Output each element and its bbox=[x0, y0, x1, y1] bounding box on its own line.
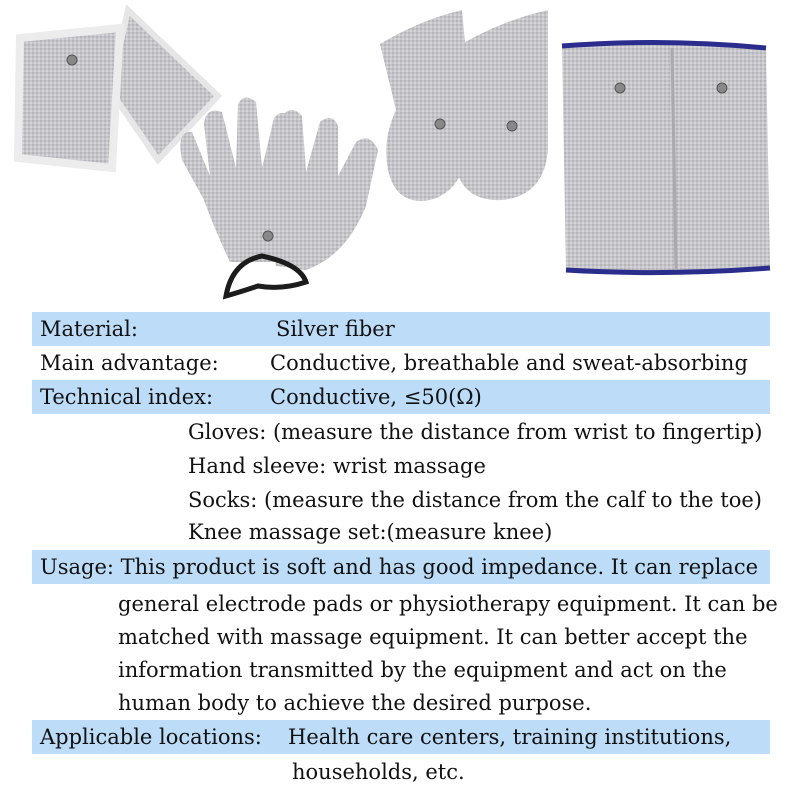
usage-line: human body to achieve the desired purpose. bbox=[118, 691, 592, 715]
technical-label: Technical index: bbox=[40, 385, 214, 409]
usage-paragraph bbox=[118, 588, 778, 720]
locations-value: Health care centers, training institutions, bbox=[288, 725, 732, 749]
material-value: Silver fiber bbox=[276, 317, 395, 341]
measurement-knee-set: Knee massage set:(measure knee) bbox=[188, 520, 553, 544]
locations-label: Applicable locations: bbox=[40, 725, 262, 749]
material-label: Material: bbox=[40, 317, 138, 341]
gloves-image bbox=[180, 97, 378, 296]
advantage-label: Main advantage: bbox=[40, 351, 219, 375]
measurement-gloves: Gloves: (measure the distance from wrist to fingertip) bbox=[188, 420, 763, 444]
usage-line: general electrode pads or physiotherapy equipment. It can be bbox=[118, 592, 778, 616]
product-photo-strip bbox=[0, 0, 800, 305]
usage-line: information transmitted by the equipment and act on the bbox=[118, 658, 727, 682]
technical-value: Conductive, ≤50(Ω) bbox=[270, 385, 482, 409]
knee-set-image bbox=[562, 42, 770, 272]
measurement-socks: Socks: (measure the distance from the calf to the toe) bbox=[188, 488, 762, 512]
advantage-value: Conductive, breathable and sweat-absorbing bbox=[270, 351, 748, 375]
usage-first-line: Usage: This product is soft and has good impedance. It can replace bbox=[40, 555, 759, 579]
locations-continuation: households, etc. bbox=[292, 760, 465, 784]
material-band bbox=[32, 312, 770, 346]
measurement-hand-sleeve: Hand sleeve: wrist massage bbox=[188, 454, 486, 478]
usage-line: matched with massage equipment. It can better accept the bbox=[118, 625, 748, 649]
socks-image bbox=[380, 10, 548, 201]
